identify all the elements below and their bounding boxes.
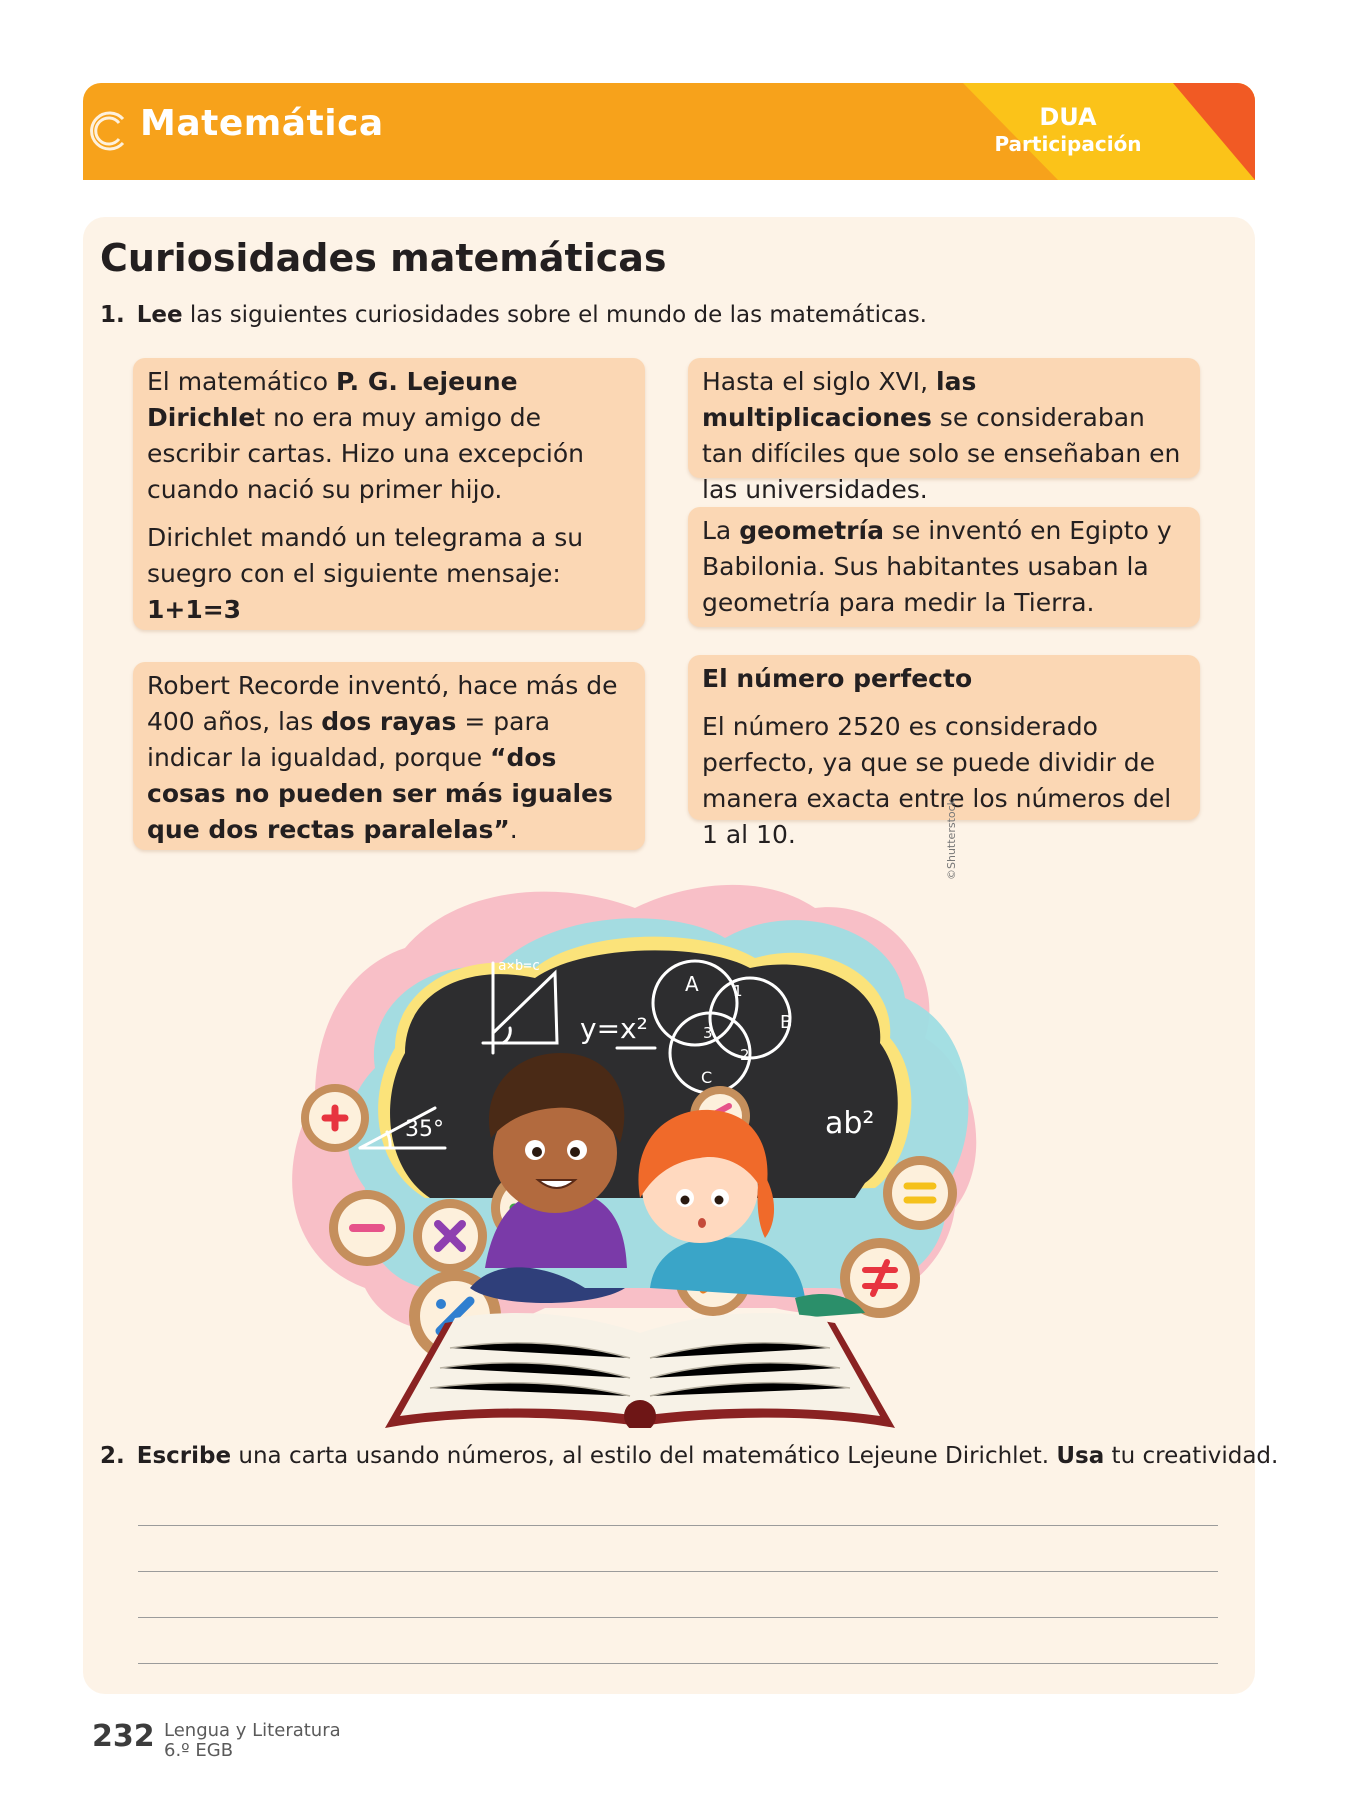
card-geo-pre: La (702, 516, 740, 545)
dua-subtitle: Participación (994, 132, 1142, 156)
card-geo-bold: geometría (739, 516, 884, 545)
writing-line-2[interactable] (138, 1571, 1218, 1572)
open-book-illustration (385, 1313, 895, 1428)
venn-label-c: C (701, 1068, 713, 1087)
card-geometria (688, 507, 1200, 627)
venn-label-a: A (685, 972, 699, 996)
venn-label-3: 3 (703, 1024, 713, 1042)
card-recorde-pre: Robert Recorde inventó, hace más de 400 años, las (147, 671, 618, 736)
writing-line-3[interactable] (138, 1617, 1218, 1618)
card-perfecto-title (702, 661, 1186, 697)
card-dirichlet-p1 (147, 364, 631, 508)
card-recorde-post: . (509, 815, 518, 844)
subject-logo-icon (83, 107, 131, 155)
card-dirichlet (133, 358, 645, 630)
multiply-token-icon (413, 1199, 487, 1273)
card-mult-bold: las multiplicaciones (702, 367, 977, 432)
image-credit: ©Shutterstock (945, 798, 958, 880)
footer-subject (164, 1721, 341, 1761)
card-dirichlet-message: 1+1=3 (147, 595, 242, 624)
activity-2-text-2: tu creatividad. (1104, 1443, 1279, 1469)
page-title: Curiosidades matemáticas (100, 236, 667, 280)
formula-axb: a×b=c (498, 958, 541, 974)
subject-title: Matemática (140, 103, 384, 144)
activity-2-verb-1: Escribe (136, 1443, 232, 1469)
card-recorde-text (147, 668, 631, 848)
writing-line-4[interactable] (138, 1663, 1218, 1664)
writing-line-1[interactable] (138, 1525, 1218, 1526)
card-recorde-mid: = para indicar la igualdad, porque (147, 707, 551, 772)
card-multiplicaciones (688, 358, 1200, 504)
activity-1-number: 1. (100, 302, 125, 328)
footer-grade: 6.º EGB (164, 1740, 234, 1761)
card-perfecto-heading: El número perfecto (702, 664, 973, 693)
activity-1-instruction (100, 302, 927, 328)
equals-token-icon (883, 1156, 957, 1230)
card-perfecto-text: El número 2520 es considerado perfecto, ya que se puede dividir de manera exacta entre los números del 1 al 10. (702, 712, 1172, 849)
activity-2-number: 2. (100, 1443, 125, 1469)
card-recorde (133, 662, 645, 850)
formula-y-x2: y=x² (580, 1012, 648, 1045)
venn-label-1: 1 (733, 982, 743, 1000)
page-number: 232 (92, 1719, 155, 1754)
activity-2-instruction (100, 1443, 1278, 1469)
dua-badge (978, 103, 1158, 157)
venn-label-2: 2 (740, 1046, 750, 1064)
card-dirichlet-p2-text: Dirichlet mandó un telegrama a su suegro con el siguiente mensaje: (147, 523, 584, 588)
card-geo-post: se inventó en Egipto y Babilonia. Sus habitantes usaban la geometría para medir la Tierra. (702, 516, 1172, 617)
kids-reading-math-illustration (255, 868, 1015, 1428)
plus-token-icon (301, 1084, 369, 1152)
card-dirichlet-name: P. G. Lejeune Dirichle (147, 367, 518, 432)
activity-2-verb-2: Usa (1056, 1443, 1105, 1469)
activity-1-verb: Lee (136, 302, 183, 328)
card-dirichlet-p2 (147, 520, 631, 628)
formula-ab2: ab² (825, 1106, 875, 1141)
minus-token-icon (329, 1190, 405, 1266)
angle-label: 35° (405, 1117, 444, 1142)
card-mult-pre: Hasta el siglo XVI, (702, 367, 937, 396)
activity-1-text: las siguientes curiosidades sobre el mundo de las matemáticas. (189, 302, 927, 328)
card-recorde-quote: “dos cosas no pueden ser más iguales que dos rectas paralelas” (147, 743, 613, 844)
card-dirichlet-p1-pre: El matemático (147, 367, 336, 396)
footer-subject-name: Lengua y Literatura (164, 1720, 341, 1741)
card-mult-post: se consideraban tan difíciles que solo se enseñaban en las universidades. (702, 403, 1181, 504)
card-geometria-text (702, 513, 1186, 621)
header-banner (83, 83, 1255, 180)
card-multiplicaciones-text (702, 364, 1186, 508)
card-recorde-bold1: dos rayas (321, 707, 457, 736)
card-dirichlet-p1-post: t no era muy amigo de escribir cartas. Hizo una excepción cuando nació su primer hijo. (147, 403, 584, 504)
venn-label-b: B (780, 1012, 793, 1033)
activity-2-text-1: una carta usando números, al estilo del matemático Lejeune Dirichlet. (231, 1443, 1057, 1469)
dua-title: DUA (1039, 103, 1097, 131)
